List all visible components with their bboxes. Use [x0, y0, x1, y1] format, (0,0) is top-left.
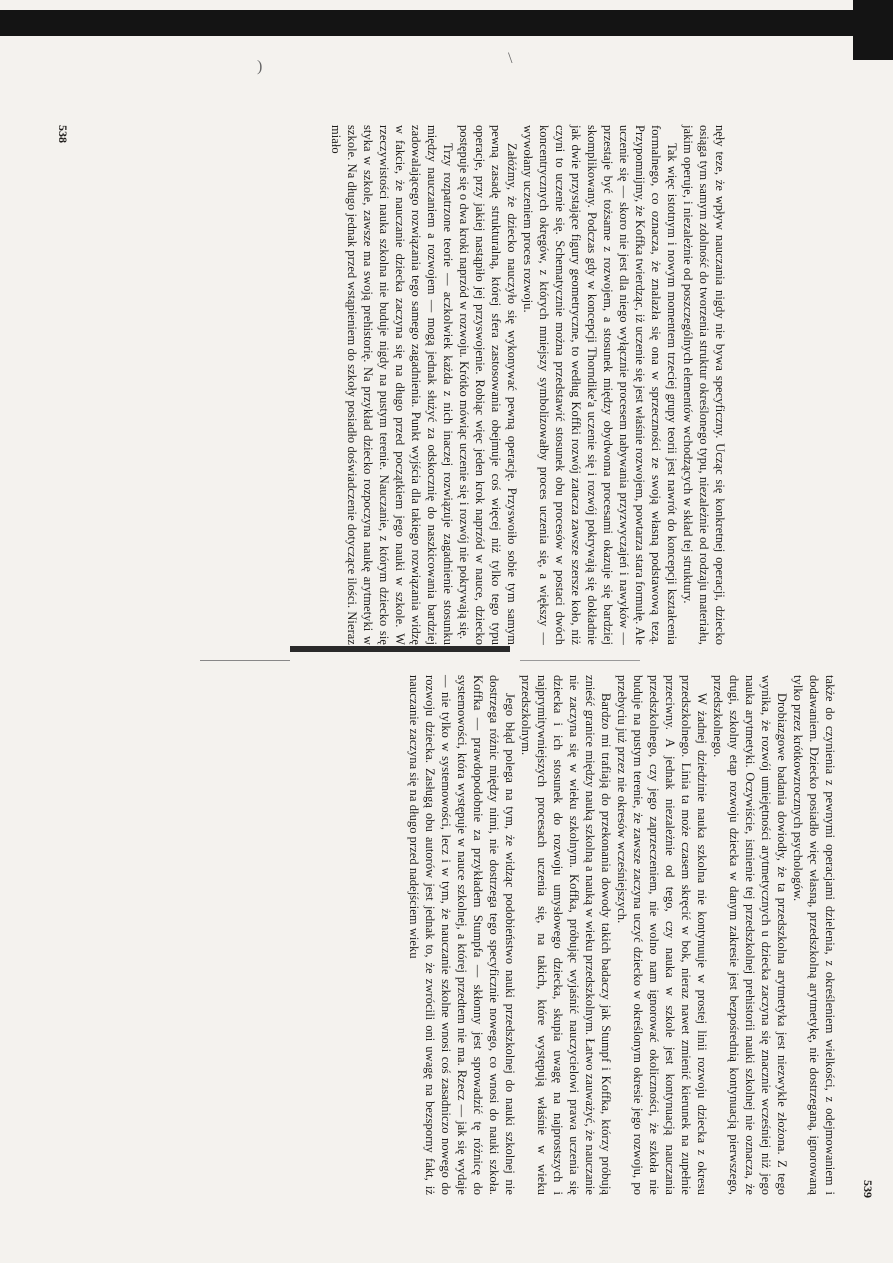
- page-divider: [290, 646, 510, 652]
- scan-speck: ): [257, 58, 263, 75]
- paragraph: także do czynienia z pewnymi operacjami dzielenia, z określeniem wielkości, z odejmowaniem i dodawaniem. Dziecko posiadło więc własną, przedszkolną arytmetykę, nie dostrzeganą, ignorowaną tylko przez krótkowzrocznych psychologów.: [791, 675, 837, 1195]
- paragraph: Jego błąd polega na tym, że widząc podobieństwo nauki przedszkolnej do nauki szkolnej nie dostrzega różnic między nimi, nie dostrzega tego specyficznie nowego, co wnosi do nauki szkoła. Koffka — prawdopodobnie za przykładem Stumpfa — skłonny jest sprowadzić tę różnicę do systemowości, która występuje w nauce szkolnej, a której przedtem nie ma. Rzecz — jak się wydaje — nie tylko w systemowości, lecz i w tym, że nauczanie szkolne wnosi coś zasadniczo nowego do rozwoju dziecka. Zasługą obu autorów jest jednak to, że zwrócili oni uwagę na bezsporny fakt, iż nauczanie zaczyna się na długo przed nadejściem wieku: [407, 675, 517, 1195]
- paragraph: Bardzo mi trafiają do przekonania dowody takich badaczy jak Stumpf i Koffka, którzy próbują znieść granice między nauką szkolną a nauką w wieku przedszkolnym. Łatwo zauważyć, że nauczanie nie zaczyna się w wieku szkolnym. Koffka, próbując wyjaśnić nauczycielowi prawa uczenia się dziecka i ich stosunek do rozwoju umysłowego dziecka, skupia uwagę na najprostszych i najprymitywniejszych procesach uczenia się, na takich, które występują właśnie w wieku przedszkolnym.: [519, 675, 613, 1195]
- paragraph: W żadnej dziedzinie nauka szkolna nie kontynuuje w prostej linii rozwoju dziecka z okresu przedszkolnego. Linia ta może czasem skręcić w bok, nieraz nawet zmienić kierunek na zupełnie przeciwny. A jednak niezależnie od tego, czy nauka w szkole jest kontynuacją nauczania przedszkolnego, czy jego zaprzeczeniem, nie wolno nam ignorować okoliczności, że szkoła nie buduje na pustym terenie, że zawsze zaczyna uczyć dziecko w określonym okresie jego rozwoju, po przebyciu już przez nie okresów wcześniejszych.: [615, 675, 709, 1195]
- page-divider-thin: [200, 660, 290, 661]
- scan-speck: \: [508, 50, 513, 67]
- page-divider-thin-right: [520, 660, 640, 661]
- paragraph: Trzy rozpatrzone teorie — aczkolwiek każda z nich inaczej rozwiązuje zagadnienie stosunku między nauczaniem a rozwojem — mogą jednak służyć za odskocznię do naszkicowania bardziej zadowalającego rozwiązania tego samego zagadnienia. Punkt wyjścia dla takiego rozwiązania widzę w fakcie, że nauczanie dziecka zaczyna się na długo przed początkiem jego nauki w szkole. W rzeczywistości nauka szkolna nie buduje nigdy na pustym terenie. Nauczanie, z którym dziecko się styka w szkole, zawsze ma swoją prehistorię. Na przykład dziecko rozpoczyna naukę arytmetyki w szkole. Na długo jednak przed wstąpieniem do szkoły posiadło doświadczenie dotyczące ilości. Nieraz miało: [329, 125, 455, 645]
- paragraph: nęły teze, że wpływ nauczania nigdy nie bywa specyficzny. Ucząc się konkretnej operacji, dziecko osiąga tym samym zdolność do tworzenia struktur określonego typu, niezależnie od rodzaju materiału, jakim operuje, i niezależnie od poszczególnych elementów wchodzących w skład tej struktury.: [681, 125, 727, 645]
- scan-corner-shadow: [853, 0, 893, 60]
- scan-top-border: [0, 10, 893, 36]
- paragraph: Załóżmy, że dziecko nauczyło się wykonywać pewną operację. Przyswoiło sobie tym samym pewną zasadę strukturalną, której sfera zastosowania obejmuje coś więcej niż tylko tego typu operacje, przy jakiej nastąpiło jej przyswojenie. Robiąc więc jeden krok naprzód w nauce, dziecko postępuje się o dwa kroki naprzód w rozwoju. Krótko mówiąc uczenie się i rozwój nie pokrywają się.: [457, 125, 519, 645]
- right-page-text: [406, 675, 838, 1195]
- page-number-right: 539: [861, 1180, 875, 1198]
- paragraph: Tak więc istotnym i nowym momentem trzeciej grupy teorii jest nawrót do koncepcji kształcenia formalnego, co oznacza, że znalazła się ona w sprzeczności ze swoją własną podstawową tezą. Przypomnijmy, że Koffka twierdząc, iż uczenie się jest właśnie rozwojem, powtarza stara formułę. Ale uczenie się — skoro nie jest dla niego wyłącznie procesem nabywania przyzwyczajeń i nawyków — przestaje być tożsame z rozwojem, a stosunek między obydwoma procesami okazuje się bardziej skomplikowany. Podczas gdy w koncepcji Thorndike'a uczenie się i rozwój pokrywają się dokładnie jak dwie przystające figury geometryczne, to według Koffki rozwój zatacza zawsze szersze koło, niż czyni to uczenie się. Schematycznie można przedstawić stosunek obu procesów w postaci dwóch koncentrycznych okręgów, z których mniejszy symbolizowałby proces uczenia się, a większy — wywołany uczeniem proces rozwoju.: [521, 125, 679, 645]
- left-page-text: [328, 125, 728, 645]
- page-number-left: 538: [56, 125, 70, 143]
- paragraph: Drobiazgowe badania dowiodły, że ta przedszkolna arytmetyka jest niezwykle złożona. Z tego wynika, że rozwój umiejętności arytmetycznych u dziecka zaczyna się znacznie wcześniej niż jego nauka arytmetyki. Oczywiście, istnienie tej przedszkolnej prehistorii nauki szkolnej nie oznacza, że drugi, szkolny etap rozwoju dziecka w danym zakresie jest bezpośrednią kontynuacją pierwszego, przedszkolnego.: [711, 675, 789, 1195]
